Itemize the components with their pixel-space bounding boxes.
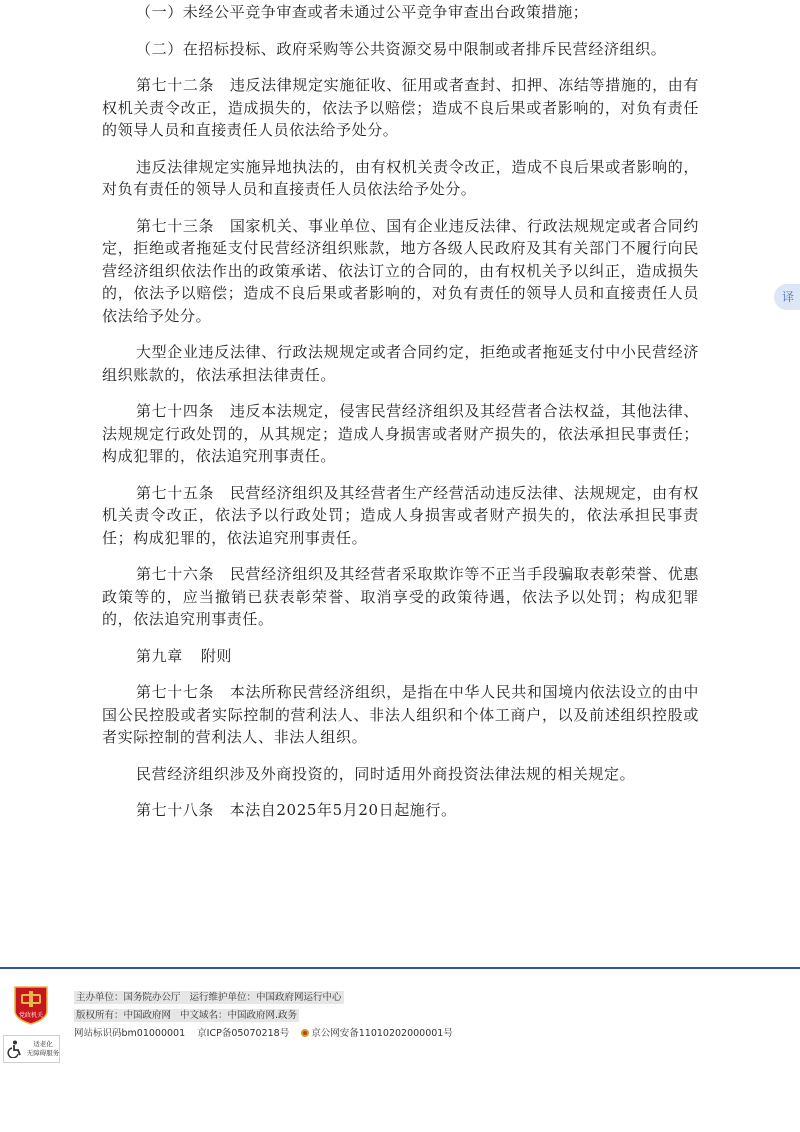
translate-label: 译 [781, 290, 794, 304]
article-paragraph: 第七十六条 民营经济组织及其经营者采取欺诈等不正当手段骗取表彰荣誉、优惠政策等的，应当撤销已获表彰荣誉、取消享受的政策待遇，依法予以处罚；构成犯罪的，依法追究刑事责任。 [102, 565, 699, 628]
party-government-logo[interactable] [13, 985, 49, 1025]
police-badge-icon [301, 1029, 309, 1037]
article-paragraph: 民营经济组织涉及外商投资的，同时适用外商投资法律法规的相关规定。 [136, 764, 636, 783]
logo-text: 党政机关 [18, 1012, 44, 1019]
article-paragraph: 第七十四条 违反本法规定，侵害民营经济组织及其经营者合法权益，其他法律、法规规定行政处罚的，从其规定；造成人身损害或者财产损失的，依法承担民事责任；构成犯罪的，依法追究刑事责任。 [102, 402, 699, 465]
translate-button[interactable] [774, 284, 800, 310]
footer-site-id: 网站标识码bm01000001 [74, 1028, 186, 1039]
footer-operator: 运行维护单位：中国政府网运行中心 [189, 992, 342, 1003]
wheelchair-icon [7, 1040, 23, 1058]
footer-icp-link[interactable]: 京ICP备05070218号 [197, 1028, 290, 1039]
footer-sponsor-operator [74, 991, 344, 1004]
footer-police-link[interactable]: 京公网安备11010202000001号 [301, 1028, 453, 1039]
article-paragraph: 第七十二条 违反法律规定实施征收、征用或者查封、扣押、冻结等措施的，由有权机关责令改正，造成损失的，依法予以赔偿；造成不良后果或者影响的，对负有责任的领导人员和直接责任人员依法给予处分。 [102, 76, 699, 139]
footer-row-registration [74, 1027, 453, 1040]
footer-row-sponsor [74, 991, 453, 1004]
footer-copyright: 版权所有：中国政府网 [76, 1010, 172, 1021]
article-paragraph: 违反法律规定实施异地执法的，由有权机关责令改正，造成不良后果或者影响的，对负有责任的领导人员和直接责任人员依法给予处分。 [102, 157, 699, 198]
footer-info [74, 991, 453, 1045]
footer-sponsor: 主办单位：国务院办公厅 [76, 992, 181, 1003]
chapter-title: 附则 [200, 646, 233, 665]
party-government-logo-icon [13, 985, 49, 1025]
article-paragraph: 大型企业违反法律、行政法规规定或者合同约定，拒绝或者拖延支付中小民营经济组织账款的，依法承担法律责任。 [102, 343, 699, 384]
footer-row-copyright [74, 1009, 453, 1022]
accessibility-service-button[interactable] [3, 1035, 60, 1063]
accessibility-label: 适老化 无障碍服务 [26, 1040, 60, 1057]
footer-divider [0, 967, 800, 969]
footer-copyright-domain [74, 1009, 299, 1022]
article-paragraph: 第七十三条 国家机关、事业单位、国有企业违反法律、行政法规规定或者合同约定，拒绝或者拖延支付民营经济组织账款，地方各级人民政府及其有关部门不履行向民营经济组织依法作出的政策承诺、依法订立的合同的，由有权机关予以纠正，造成损失的，依法予以赔偿；造成不良后果或者影响的，对负有责任的领导人员和直接责任人员依法给予处分。 [102, 216, 699, 325]
article-paragraph: 第七十七条 本法所称民营经济组织，是指在中华人民共和国境内依法设立的由中国公民控股或者实际控制的营利法人、非法人组织和个体工商户，以及前述组织控股或者实际控制的营利法人、非法人组织。 [102, 683, 699, 746]
article-body [102, 0, 699, 836]
article-paragraph: （一）未经公平竞争审查或者未通过公平竞争审查出台政策措施； [136, 3, 589, 21]
footer-domain: 中文域名：中国政府网.政务 [180, 1010, 298, 1021]
article-paragraph: 第七十五条 民营经济组织及其经营者生产经营活动违反法律、法规规定，由有权机关责令改正，依法予以行政处罚；造成人身损害或者财产损失的，依法承担民事责任；构成犯罪的，依法追究刑事责任。 [102, 483, 699, 547]
article-paragraph: 第七十八条 本法自2025年5月20日起施行。 [136, 801, 457, 819]
chapter-heading [102, 645, 699, 668]
article-paragraph: （二）在招标投标、政府采购等公共资源交易中限制或者排斥民营经济组织。 [136, 39, 667, 58]
chapter-number: 第九章 [136, 646, 183, 665]
